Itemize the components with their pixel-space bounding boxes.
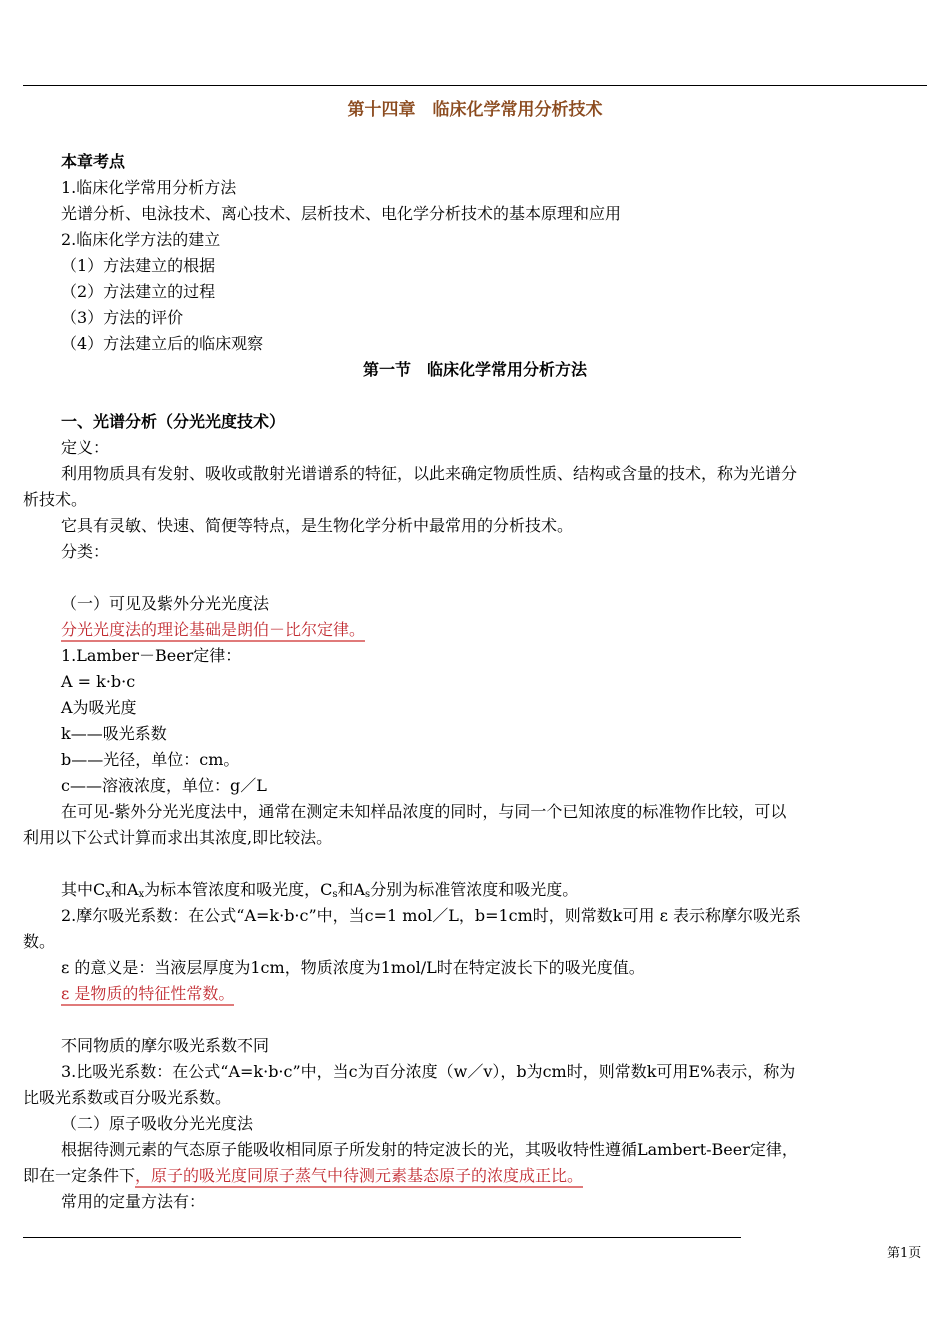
epsilon-meaning: ε 的意义是：当液层厚度为1cm，物质浓度为1mol/L时在特定波长下的吸光度值。 bbox=[61, 958, 645, 977]
formula-where-text: 其中$C_x$和$A_x$为标本管浓度和吸光度，$C_s$和$A_s$分别为标准管浓度和吸光度。 bbox=[61, 880, 579, 900]
concentration-desc: c——溶液浓度，单位：g／L bbox=[61, 776, 267, 795]
key-point-sub-2: （2）方法建立的过程 bbox=[61, 282, 216, 301]
aas-heading: （二）原子吸收分光光度法 bbox=[61, 1114, 254, 1133]
section-1-title: 第一节 临床化学常用分析方法 bbox=[362, 360, 587, 379]
definition-line-1: 利用物质具有发射、吸收或散射光谱谱系的特征，以此来确定物质性质、结构或含量的技术，称为光谱分 bbox=[61, 464, 798, 483]
epsilon-constant-highlight: ε 是物质的特征性常数。 bbox=[61, 984, 234, 1006]
definition-label: 定义： bbox=[61, 438, 110, 457]
comparison-line-2: 利用以下公式计算而求出其浓度,即比较法。 bbox=[23, 828, 333, 847]
aas-line-1: 根据待测元素的气态原子能吸收相同原子所发射的特定波长的光，其吸收特性遵循Lambert-Beer定律， bbox=[61, 1140, 798, 1159]
absorbance-desc: A为吸光度 bbox=[61, 698, 137, 717]
spectral-heading: 一、光谱分析（分光光度技术） bbox=[61, 412, 286, 431]
key-point-sub-1: （1）方法建立的根据 bbox=[61, 256, 216, 275]
specific-coefficient-line-1: 3.比吸光系数：在公式“A=k·b·c”中，当c为百分浓度（w／v），b为cm时，则常数k可用E%表示，称为 bbox=[61, 1062, 796, 1081]
classification-label: 分类： bbox=[61, 542, 110, 561]
key-points-heading: 本章考点 bbox=[61, 152, 126, 171]
specific-coefficient-line-2: 比吸光系数或百分吸光系数。 bbox=[23, 1088, 232, 1107]
molar-coefficient-line-1: 2.摩尔吸光系数：在公式“A=k·b·c”中，当c=1 mol／L，b=1cm时，则常数k可用 ε 表示称摩尔吸光系 bbox=[61, 906, 801, 925]
bottom-rule bbox=[23, 1237, 741, 1238]
aas-highlight: ，原子的吸光度同原子蒸气中待测元素基态原子的浓度成正比。 bbox=[135, 1166, 583, 1188]
feature-text: 它具有灵敏、快速、简便等特点，是生物化学分析中最常用的分析技术。 bbox=[61, 516, 574, 535]
quant-methods: 常用的定量方法有： bbox=[61, 1192, 206, 1211]
aas-line-2: 即在一定条件下，原子的吸光度同原子蒸气中待测元素基态原子的浓度成正比。 bbox=[23, 1165, 583, 1187]
key-point-sub-3: （3）方法的评价 bbox=[61, 308, 184, 327]
path-length-desc: b——光径，单位：cm。 bbox=[61, 750, 240, 769]
epsilon-constant bbox=[61, 983, 234, 1005]
top-rule bbox=[23, 85, 927, 86]
theory-basis bbox=[61, 619, 365, 641]
key-point-1-desc: 光谱分析、电泳技术、离心技术、层析技术、电化学分析技术的基本原理和应用 bbox=[61, 204, 622, 223]
uv-heading: （一）可见及紫外分光光度法 bbox=[61, 594, 270, 613]
coefficient-desc: k——吸光系数 bbox=[61, 724, 167, 743]
comparison-line-1: 在可见-紫外分光光度法中，通常在测定未知样品浓度的同时，与同一个已知浓度的标准物作比较，可以 bbox=[61, 802, 787, 821]
definition-line-2: 析技术。 bbox=[23, 490, 88, 509]
molar-coefficient-line-2: 数。 bbox=[23, 932, 56, 951]
key-point-2: 2.临床化学方法的建立 bbox=[61, 230, 221, 249]
law-formula: A = k·b·c bbox=[61, 672, 136, 691]
chapter-title: 第十四章 临床化学常用分析技术 bbox=[347, 100, 603, 120]
page-number: 第1页 bbox=[887, 1246, 922, 1261]
theory-basis-highlight: 分光光度法的理论基础是朗伯－比尔定律。 bbox=[61, 620, 365, 642]
law-title: 1.Lamber－Beer定律： bbox=[61, 646, 242, 665]
different-substances: 不同物质的摩尔吸光系数不同 bbox=[61, 1036, 270, 1055]
key-point-sub-4: （4）方法建立后的临床观察 bbox=[61, 334, 264, 353]
key-point-1: 1.临床化学常用分析方法 bbox=[61, 178, 237, 197]
